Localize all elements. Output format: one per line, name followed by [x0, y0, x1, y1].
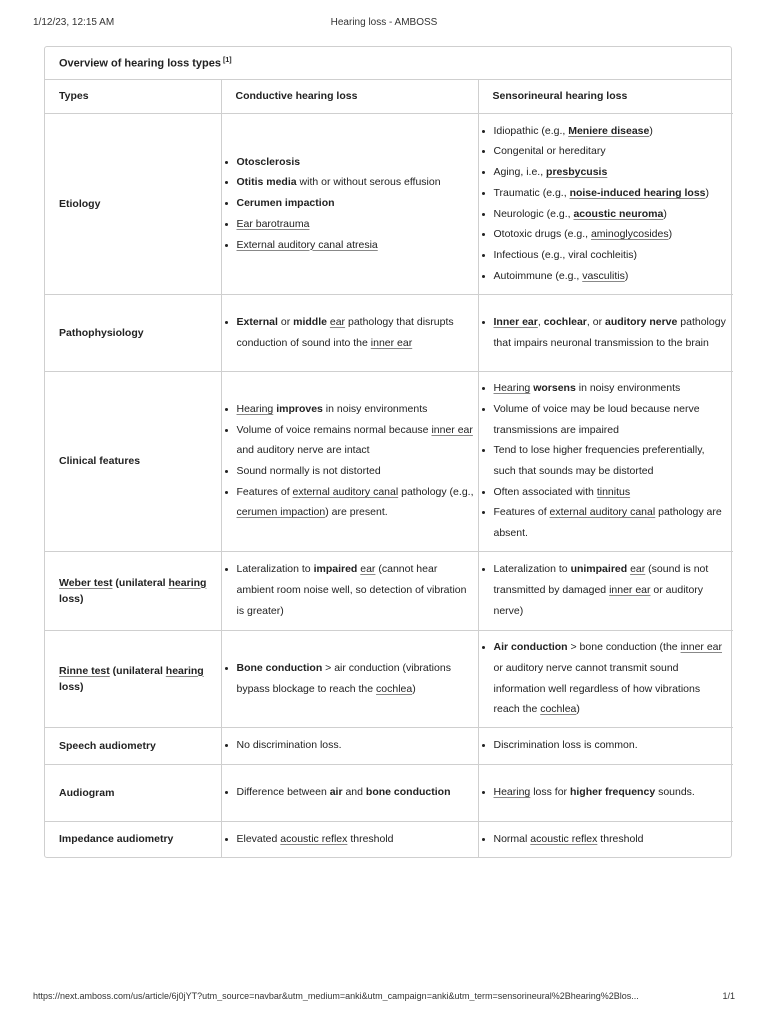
text-run: and — [342, 786, 366, 799]
reference-link[interactable]: [1] — [223, 57, 232, 64]
text-run: No discrimination loss. — [236, 739, 342, 752]
text-run: ) — [705, 186, 710, 199]
text-run: External — [236, 315, 278, 328]
list-item — [479, 440, 730, 481]
text-run: ) are present. — [325, 506, 388, 519]
bullet-list — [222, 735, 474, 756]
text-run: Tend to lose higher frequencies preferentially, such that sounds may be distorted — [493, 444, 705, 477]
term-link[interactable]: acoustic neuroma — [573, 207, 664, 220]
table-caption-text: Overview of hearing loss types — [59, 57, 222, 70]
term-link[interactable]: Weber test — [59, 576, 113, 589]
text-run: sounds. — [655, 786, 695, 799]
header-sensorineural: Sensorineural hearing loss — [478, 80, 733, 113]
text-run: auditory nerve — [605, 315, 678, 328]
text-run: Otitis media — [236, 176, 297, 189]
text-run: middle — [293, 315, 327, 328]
term-link[interactable]: inner ear — [431, 423, 473, 436]
text-run: , or — [586, 315, 605, 328]
text-run: (cannot hear ambient room noise well, so detection of vibration is greater) — [236, 563, 467, 617]
text-run: in noisy environments — [575, 382, 681, 395]
list-item — [222, 461, 474, 482]
term-link[interactable]: external auditory canal — [549, 506, 656, 519]
text-run: ) — [576, 703, 580, 716]
text-run: Volume of voice may be loud because nerve transmissions are impaired — [493, 402, 700, 436]
bullet-list — [479, 312, 730, 353]
list-item — [222, 235, 474, 256]
text-run: threshold — [347, 832, 394, 845]
cell-impedance-sensorineural — [478, 821, 733, 857]
term-link[interactable]: Rinne test — [59, 664, 110, 677]
cell-etiology-sensorineural — [478, 113, 733, 294]
header-conductive: Conductive hearing loss — [221, 80, 478, 113]
bullet-list — [222, 658, 474, 699]
cell-pathophysiology-sensorineural — [478, 294, 733, 371]
term-link[interactable]: ear — [630, 563, 646, 576]
text-run: pathology are absent. — [493, 506, 722, 540]
term-link[interactable]: ear — [329, 315, 346, 328]
cell-speech-conductive — [221, 727, 478, 764]
term-link[interactable]: hearing — [168, 576, 207, 589]
row-label-impedance-audiometry: Impedance audiometry — [45, 821, 221, 857]
text-run: pathology that impairs neuronal transmission to the brain — [493, 315, 726, 349]
bullet-list — [479, 637, 730, 720]
list-item — [479, 637, 730, 720]
text-run: Lateralization to — [493, 563, 571, 576]
text-run: bone conduction — [365, 786, 451, 799]
text-run: Idiopathic (e.g., — [493, 124, 569, 137]
list-item — [479, 482, 730, 503]
term-link[interactable]: inner ear — [370, 336, 413, 349]
term-link[interactable]: Ear barotrauma — [236, 217, 310, 230]
text-run: higher frequency — [569, 786, 656, 799]
table-row — [45, 727, 733, 764]
term-link[interactable]: inner ear — [680, 641, 723, 654]
text-run: or auditory nerve) — [493, 584, 704, 617]
text-run: worsens — [533, 382, 576, 395]
bullet-list — [479, 735, 730, 756]
row-label-pathophysiology: Pathophysiology — [45, 294, 221, 371]
cell-speech-sensorineural — [478, 727, 733, 764]
text-run: Difference between — [236, 786, 330, 799]
term-link[interactable]: acoustic reflex — [280, 832, 348, 845]
list-item — [222, 399, 474, 420]
text-run: ) — [412, 682, 416, 695]
text-run: Discrimination loss is common. — [493, 739, 638, 752]
list-item — [222, 559, 474, 621]
comparison-table — [45, 80, 733, 857]
list-item — [479, 735, 730, 756]
print-url: https://next.amboss.com/us/article/6j0jYT?utm_source=navbar&utm_medium=anki&utm_campaign=anki&utm_term=sensorineural%2Bhearing%2Blos... — [33, 991, 639, 1001]
cell-weber-sensorineural — [478, 551, 733, 630]
list-item — [222, 420, 474, 461]
text-run: (unilateral — [109, 664, 166, 677]
table-row — [45, 821, 733, 857]
text-run: Features of — [493, 506, 550, 519]
cell-rinne-sensorineural — [478, 630, 733, 727]
list-item — [479, 141, 730, 162]
text-run: Bone conduction — [236, 661, 323, 674]
text-run: in noisy environments — [322, 402, 428, 415]
term-link[interactable]: Hearing — [493, 382, 531, 395]
header-types: Types — [59, 89, 89, 102]
list-item — [479, 399, 730, 440]
list-item — [479, 782, 730, 803]
text-run: Neurologic (e.g., — [493, 207, 574, 220]
text-run: Lateralization to — [236, 563, 314, 576]
text-run: Cerumen impaction — [236, 197, 335, 210]
list-item — [479, 224, 730, 245]
print-footer — [33, 991, 735, 1005]
text-run: Features of — [236, 485, 293, 498]
list-item — [222, 312, 474, 353]
table-row — [45, 371, 733, 551]
list-item — [479, 829, 730, 850]
text-run: improves — [276, 402, 323, 415]
list-item — [479, 162, 730, 183]
text-run: (unilateral — [112, 576, 169, 589]
list-item — [479, 378, 730, 399]
term-link[interactable]: presbycusis — [546, 166, 608, 179]
list-item — [222, 482, 474, 523]
table-caption — [45, 47, 731, 80]
text-run: pathology that disrupts conduction of sound into the — [236, 315, 454, 349]
list-item — [479, 559, 730, 621]
text-run: loss for — [530, 786, 570, 799]
bullet-list — [479, 782, 730, 803]
term-link[interactable]: hearing — [165, 664, 204, 677]
text-run: Autoimmune (e.g., — [493, 269, 583, 282]
term-link[interactable]: External auditory canal atresia — [236, 238, 378, 251]
list-item — [222, 214, 474, 235]
text-run: (sound is not transmitted by damaged — [493, 563, 709, 597]
text-run: ) — [668, 228, 673, 241]
bullet-list — [479, 829, 730, 850]
list-item — [479, 266, 730, 287]
print-header — [33, 17, 735, 31]
row-label-weber-test — [45, 551, 221, 630]
cell-audiogram-conductive — [221, 764, 478, 821]
print-page-number: 1/1 — [722, 991, 735, 1001]
cell-clinical-sensorineural — [478, 371, 733, 551]
text-run: impaired — [313, 563, 358, 576]
text-run: and auditory nerve are intact — [236, 444, 370, 457]
text-run: Congenital or hereditary — [493, 145, 606, 158]
text-run: Sound normally is not distorted — [236, 465, 381, 477]
bullet-list — [222, 399, 474, 523]
bullet-list — [222, 559, 474, 621]
cell-pathophysiology-conductive — [221, 294, 478, 371]
text-run: pathology (e.g., — [398, 485, 474, 498]
cell-rinne-conductive — [221, 630, 478, 727]
text-run: or — [277, 315, 294, 328]
term-link[interactable]: vasculitis — [582, 269, 625, 282]
list-item — [479, 245, 730, 266]
bullet-list — [479, 378, 730, 544]
list-item — [479, 121, 730, 142]
row-label-clinical-features: Clinical features — [45, 371, 221, 551]
list-item — [222, 193, 474, 214]
term-link[interactable]: external auditory canal — [292, 485, 399, 498]
cell-audiogram-sensorineural — [478, 764, 733, 821]
text-run: ) — [663, 207, 667, 220]
text-run: , — [537, 315, 544, 328]
hearing-loss-overview-table — [44, 46, 732, 858]
list-item — [479, 183, 730, 204]
term-link[interactable]: Inner ear — [493, 315, 538, 328]
term-link[interactable]: ear — [360, 563, 376, 576]
text-run: Traumatic (e.g., — [493, 186, 570, 199]
text-run: loss) — [59, 592, 84, 605]
term-link[interactable]: Hearing — [236, 402, 274, 415]
print-page-title: Hearing loss - AMBOSS — [330, 17, 438, 28]
table-row — [45, 551, 733, 630]
term-link[interactable]: Meniere disease — [568, 124, 650, 137]
text-run: threshold — [597, 832, 644, 845]
list-item — [222, 829, 474, 850]
table-row — [45, 113, 733, 294]
text-run: Ototoxic drugs (e.g., — [493, 228, 591, 241]
print-datetime: 1/12/23, 12:15 AM — [33, 17, 115, 28]
term-link[interactable]: noise-induced hearing loss — [569, 186, 706, 199]
text-run: with or without serous effusion — [296, 176, 441, 189]
bullet-list — [222, 829, 474, 850]
list-item — [222, 172, 474, 193]
row-label-audiogram: Audiogram — [45, 764, 221, 821]
list-item — [222, 658, 474, 699]
table-row — [45, 764, 733, 821]
text-run: Infectious (e.g., viral cochleitis) — [493, 248, 638, 261]
text-run: air — [329, 786, 343, 799]
list-item — [479, 502, 730, 543]
term-link[interactable]: cochlea — [540, 703, 577, 716]
term-link[interactable]: Hearing — [493, 786, 531, 799]
text-run: Otosclerosis — [236, 155, 301, 168]
text-run: or auditory nerve cannot transmit sound information well regardless of how vibrations reach the — [493, 661, 701, 716]
row-label-etiology: Etiology — [45, 113, 221, 294]
list-item — [479, 312, 730, 353]
text-run: Aging, i.e., — [493, 166, 547, 179]
row-label-speech-audiometry: Speech audiometry — [45, 727, 221, 764]
term-link[interactable]: inner ear — [609, 584, 651, 597]
term-link[interactable]: cochlea — [376, 682, 413, 695]
list-item — [222, 735, 474, 756]
table-row — [45, 630, 733, 727]
text-run: loss) — [59, 680, 84, 693]
list-item — [222, 782, 474, 803]
text-run: > bone conduction (the — [567, 641, 681, 654]
term-link[interactable]: aminoglycosides — [590, 228, 669, 241]
text-run: unimpaired — [570, 563, 628, 576]
cell-etiology-conductive — [221, 113, 478, 294]
term-link[interactable]: cerumen impaction — [236, 506, 326, 519]
bullet-list — [222, 312, 474, 353]
text-run: Air conduction — [493, 641, 568, 654]
table-header-row — [45, 80, 733, 113]
cell-clinical-conductive — [221, 371, 478, 551]
term-link[interactable]: tinnitus — [596, 485, 631, 498]
bullet-list — [479, 121, 730, 287]
text-run: Normal — [493, 832, 531, 845]
bullet-list — [222, 152, 474, 256]
text-run: ) — [649, 124, 653, 137]
table-row — [45, 294, 733, 371]
text-run: ) — [624, 269, 629, 282]
text-run: Often associated with — [493, 485, 597, 498]
list-item — [479, 204, 730, 225]
cell-weber-conductive — [221, 551, 478, 630]
row-label-rinne-test — [45, 630, 221, 727]
term-link[interactable]: acoustic reflex — [530, 832, 598, 845]
bullet-list — [479, 559, 730, 621]
bullet-list — [222, 782, 474, 803]
text-run: Volume of voice remains normal because — [236, 423, 432, 436]
list-item — [222, 152, 474, 173]
text-run: > air conduction (vibrations bypass blockage to reach the — [236, 661, 451, 695]
text-run: cochlear — [543, 315, 587, 328]
cell-impedance-conductive — [221, 821, 478, 857]
text-run: Elevated — [236, 832, 281, 845]
